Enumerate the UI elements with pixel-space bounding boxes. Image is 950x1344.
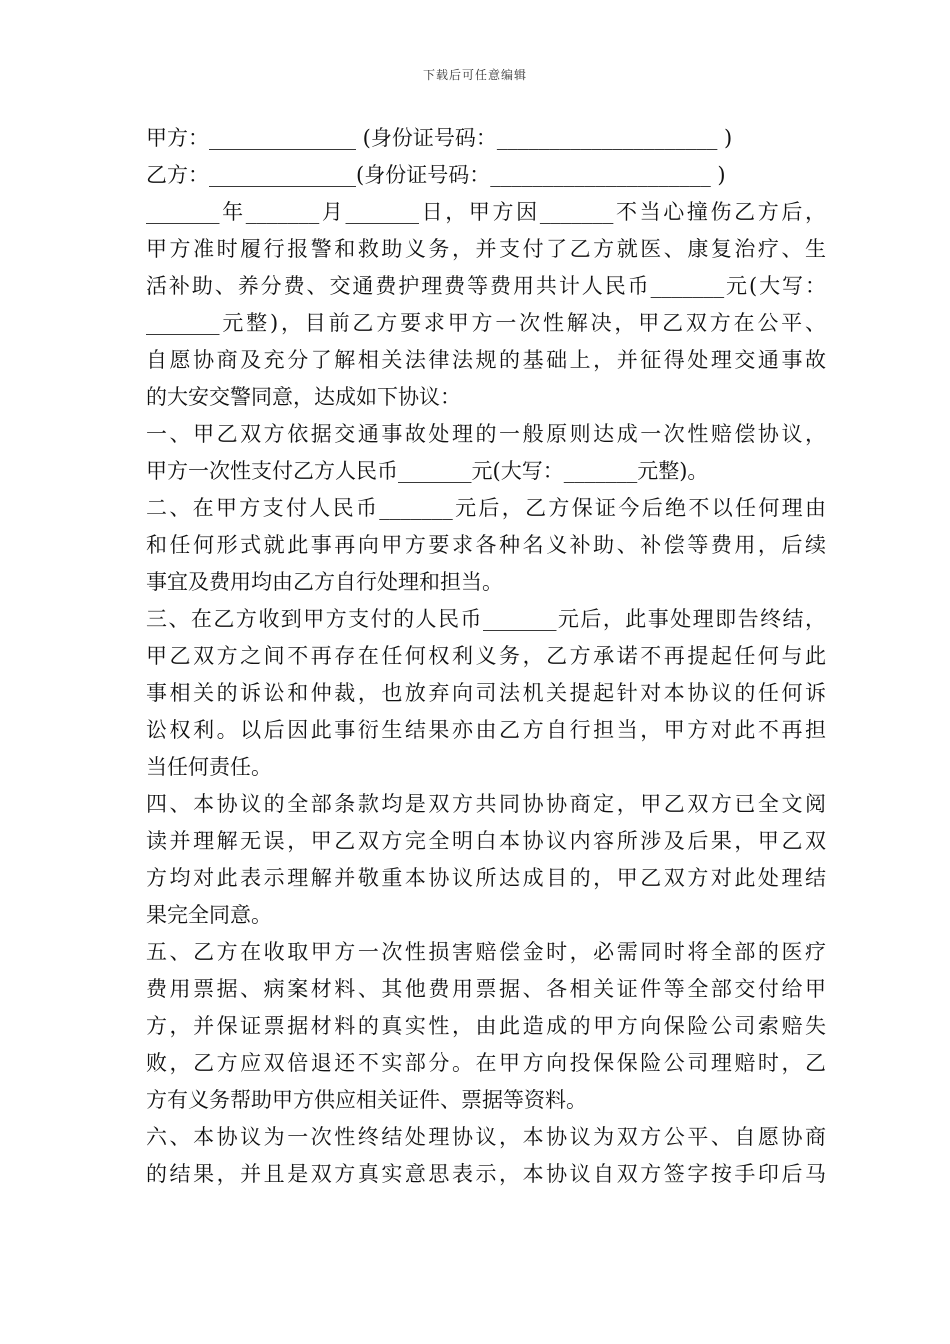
agreement-line: 讼权利。以后因此事衍生结果亦由乙方自行担当，甲方对此不再担 bbox=[146, 718, 826, 742]
agreement-line: 二、在甲方支付人民币_______元后，乙方保证今后绝不以任何理由 bbox=[146, 496, 826, 520]
agreement-line: 方，并保证票据材料的真实性，由此造成的甲方向保险公司索赔失 bbox=[146, 1014, 826, 1038]
agreement-line: _______元整)，目前乙方要求甲方一次性解决，甲乙双方在公平、 bbox=[146, 311, 826, 335]
page-header-note: 下载后可任意编辑 bbox=[422, 68, 527, 82]
agreement-line: 四、本协议的全部条款均是双方共同协协商定，甲乙双方已全文阅 bbox=[146, 792, 826, 816]
agreement-line: 一、甲乙双方依据交通事故处理的一般原则达成一次性赔偿协议， bbox=[146, 422, 826, 446]
agreement-line: 甲方：______________ (身份证号码：_____________________ ) bbox=[146, 126, 733, 150]
agreement-line: 活补助、养分费、交通费护理费等费用共计人民币_______元(大写： bbox=[146, 274, 826, 298]
agreement-line: 自愿协商及充分了解相关法律法规的基础上，并征得处理交通事故 bbox=[146, 348, 826, 372]
agreement-line: 五、乙方在收取甲方一次性损害赔偿金时，必需同时将全部的医疗 bbox=[146, 940, 826, 964]
agreement-line: 三、在乙方收到甲方支付的人民币_______元后，此事处理即告终结， bbox=[146, 607, 826, 631]
agreement-line: 事相关的诉讼和仲裁，也放弃向司法机关提起针对本协议的任何诉 bbox=[146, 681, 826, 705]
agreement-line: 果完全同意。 bbox=[146, 903, 272, 927]
agreement-line: 六、本协议为一次性终结处理协议，本协议为双方公平、自愿协商 bbox=[146, 1125, 826, 1149]
agreement-line: 方均对此表示理解并敬重本协议所达成目的，甲乙双方对此处理结 bbox=[146, 866, 826, 890]
agreement-line: 当任何责任。 bbox=[146, 755, 272, 779]
agreement-line: _______年_______月_______日，甲方因_______不当心撞伤乙方后， bbox=[146, 200, 826, 224]
agreement-line: 甲方一次性支付乙方人民币_______元(大写：_______元整)。 bbox=[146, 459, 709, 483]
agreement-line: 读并理解无误，甲乙双方完全明白本协议内容所涉及后果，甲乙双 bbox=[146, 829, 826, 853]
agreement-line: 乙方：______________(身份证号码：_____________________ ) bbox=[146, 163, 726, 187]
agreement-body bbox=[146, 120, 826, 1193]
agreement-line: 甲乙双方之间不再存在任何权利义务，乙方承诺不再提起任何与此 bbox=[146, 644, 826, 668]
agreement-line: 方有义务帮助甲方供应相关证件、票据等资料。 bbox=[146, 1088, 587, 1112]
agreement-line: 甲方准时履行报警和救助义务，并支付了乙方就医、康复治疗、生 bbox=[146, 237, 826, 261]
agreement-line: 败，乙方应双倍退还不实部分。在甲方向投保保险公司理赔时，乙 bbox=[146, 1051, 826, 1075]
agreement-line: 事宜及费用均由乙方自行处理和担当。 bbox=[146, 570, 503, 594]
agreement-line: 的结果，并且是双方真实意思表示，本协议自双方签字按手印后马 bbox=[146, 1162, 826, 1186]
agreement-line: 费用票据、病案材料、其他费用票据、各相关证件等全部交付给甲 bbox=[146, 977, 826, 1001]
agreement-line: 和任何形式就此事再向甲方要求各种名义补助、补偿等费用，后续 bbox=[146, 533, 826, 557]
agreement-line: 的大安交警同意，达成如下协议： bbox=[146, 385, 461, 409]
